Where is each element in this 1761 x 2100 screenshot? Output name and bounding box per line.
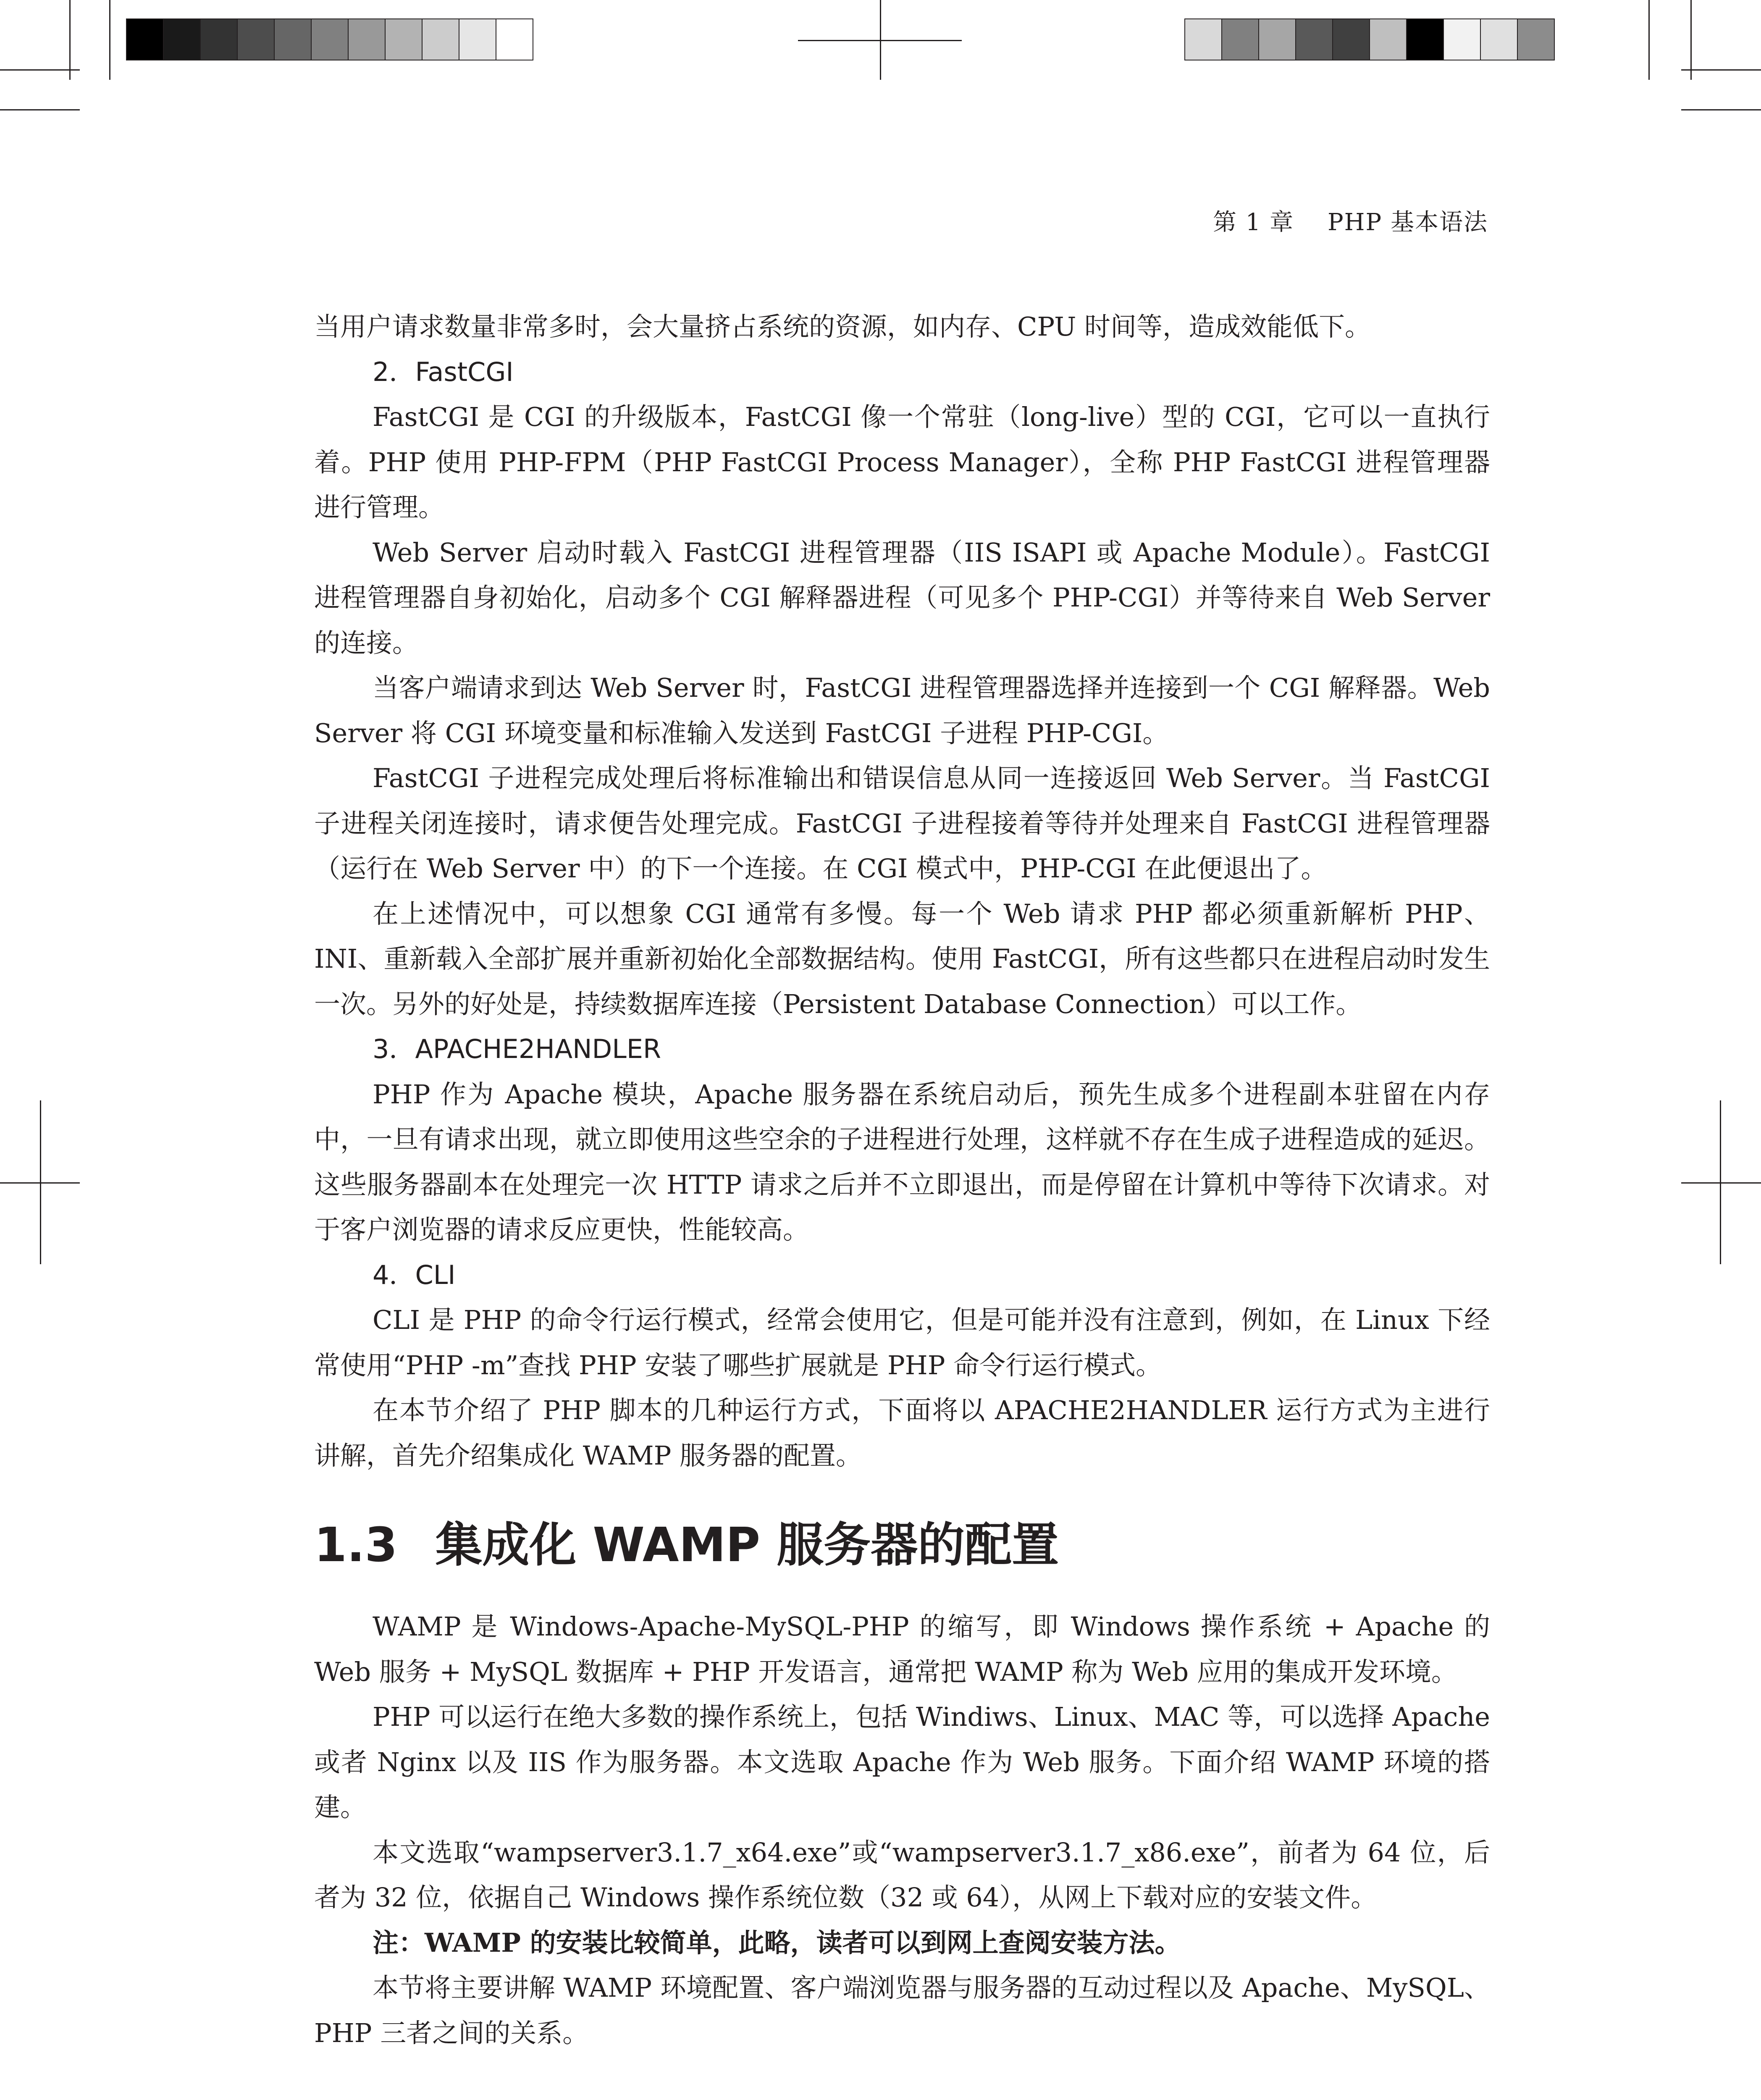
registration-mark (1720, 1100, 1721, 1264)
crop-mark (1681, 69, 1761, 71)
color-swatch (1295, 18, 1333, 60)
subheading: 2．FastCGI (373, 356, 514, 387)
color-swatch (1406, 18, 1444, 60)
paragraph: PHP 可以运行在绝大多数的操作系统上，包括 Windiws、Linux、MAC 等，可以选择 Apache 或者 Nginx 以及 IIS 作为服务器。本文选取 Apache 作为 Web 服务。下面介绍 WAMP 环境的搭建。 (314, 1701, 1490, 1822)
color-swatch (126, 18, 164, 60)
crop-mark (0, 69, 80, 71)
color-swatch (1258, 18, 1296, 60)
color-swatch (1369, 18, 1407, 60)
running-head-chapter: 第 1 章 (1212, 209, 1294, 236)
paragraph: 本节将主要讲解 WAMP 环境配置、客户端浏览器与服务器的互动过程以及 Apache、MySQL、PHP 三者之间的关系。 (314, 1972, 1490, 2048)
section-number: 1.3 (314, 1518, 398, 1572)
color-swatch (459, 18, 496, 60)
paragraph: CLI 是 PHP 的命令行运行模式，经常会使用它，但是可能并没有注意到，例如，在 Linux 下经常使用“PHP -m”查找 PHP 安装了哪些扩展就是 PHP 命令行运行模式。 (314, 1305, 1490, 1381)
section-title: 集成化 WAMP 服务器的配置 (435, 1518, 1059, 1572)
color-swatch (422, 18, 459, 60)
body-text (314, 304, 1490, 2055)
subheading: 4．CLI (373, 1259, 456, 1290)
crop-mark (0, 109, 80, 110)
registration-mark (798, 40, 962, 41)
paragraph: PHP 作为 Apache 模块，Apache 服务器在系统启动后，预先生成多个进程副本驻留在内存中，一旦有请求出现，就立即使用这些空余的子进程进行处理，这样就不存在生成子进程造成的延迟。这些服务器副本在处理完一次 HTTP 请求之后并不立即退出，而是停留在计算机中等待下次请求。对于客户浏览器的请求反应更快，性能较高。 (314, 1079, 1490, 1245)
paragraph: 当用户请求数量非常多时，会大量挤占系统的资源，如内存、CPU 时间等，造成效能低下。 (314, 311, 1371, 342)
color-swatch (311, 18, 349, 60)
color-swatch (348, 18, 386, 60)
paragraph: FastCGI 子进程完成处理后将标准输出和错误信息从同一连接返回 Web Server。当 FastCGI 子进程关闭连接时，请求便告处理完成。FastCGI 子进程接着等待并处理来自 FastCGI 进程管理器（运行在 Web Server 中）的下一个连接。在 CGI 模式中，PHP-CGI 在此便退出了。 (314, 763, 1490, 884)
paragraph: 在上述情况中，可以想象 CGI 通常有多慢。每一个 Web 请求 PHP 都必须重新解析 PHP、INI、重新载入全部扩展并重新初始化全部数据结构。使用 FastCGI，所有这些都只在进程启动时发生一次。另外的好处是，持续数据库连接（Persistent Database Connection）可以工作。 (314, 898, 1490, 1019)
paragraph: 在本节介绍了 PHP 脚本的几种运行方式，下面将以 APACHE2HANDLER 运行方式为主进行讲解，首先介绍集成化 WAMP 服务器的配置。 (314, 1395, 1490, 1471)
paragraph: 本文选取“wampserver3.1.7_x64.exe”或“wampserver3.1.7_x86.exe”，前者为 64 位，后者为 32 位，依据自己 Windows 操作系统位数（32 或 64），从网上下载对应的安装文件。 (314, 1837, 1490, 1913)
crop-mark (109, 0, 110, 80)
section-heading (314, 1512, 1490, 1579)
color-swatch (1480, 18, 1518, 60)
color-swatch (163, 18, 201, 60)
color-swatch (496, 18, 533, 60)
registration-mark (40, 1100, 41, 1264)
color-swatch (1332, 18, 1370, 60)
paragraph: Web Server 启动时载入 FastCGI 进程管理器（IIS ISAPI 或 Apache Module）。FastCGI 进程管理器自身初始化，启动多个 CGI 解释器进程（可见多个 PHP-CGI）并等待来自 Web Server 的连接。 (314, 537, 1490, 658)
paragraph: WAMP 是 Windows-Apache-MySQL-PHP 的缩写，即 Windows 操作系统 + Apache 的 Web 服务 + MySQL 数据库 + PHP 开发语言，通常把 WAMP 称为 Web 应用的集成开发环境。 (314, 1611, 1490, 1687)
running-head-title: PHP 基本语法 (1328, 209, 1488, 236)
color-bar-left (126, 18, 533, 62)
color-swatch (1517, 18, 1555, 60)
color-swatch (274, 18, 312, 60)
color-swatch (237, 18, 275, 60)
body-part-2 (314, 1604, 1490, 2055)
registration-mark (1681, 1182, 1761, 1184)
color-swatch (1184, 18, 1222, 60)
paragraph: FastCGI 是 CGI 的升级版本，FastCGI 像一个常驻（long-live）型的 CGI，它可以一直执行着。PHP 使用 PHP-FPM（PHP FastCGI Process Manager），全称 PHP FastCGI 进程管理器进行管理。 (314, 402, 1490, 522)
color-swatch (385, 18, 423, 60)
running-head (1213, 204, 1488, 237)
crop-mark (1681, 109, 1761, 110)
color-bar-right (1184, 18, 1554, 62)
body-part-1 (314, 304, 1490, 1478)
paragraph: 当客户端请求到达 Web Server 时，FastCGI 进程管理器选择并连接到一个 CGI 解释器。Web Server 将 CGI 环境变量和标准输入发送到 FastCGI 子进程 PHP-CGI。 (314, 672, 1490, 748)
crop-mark (1648, 0, 1650, 80)
color-swatch (200, 18, 238, 60)
color-swatch (1221, 18, 1259, 60)
note-paragraph: 注：WAMP 的安装比较简单，此略，读者可以到网上查阅安装方法。 (373, 1927, 1181, 1958)
crop-mark (1690, 0, 1692, 80)
crop-mark (69, 0, 71, 80)
subheading: 3．APACHE2HANDLER (373, 1034, 661, 1064)
color-swatch (1443, 18, 1481, 60)
